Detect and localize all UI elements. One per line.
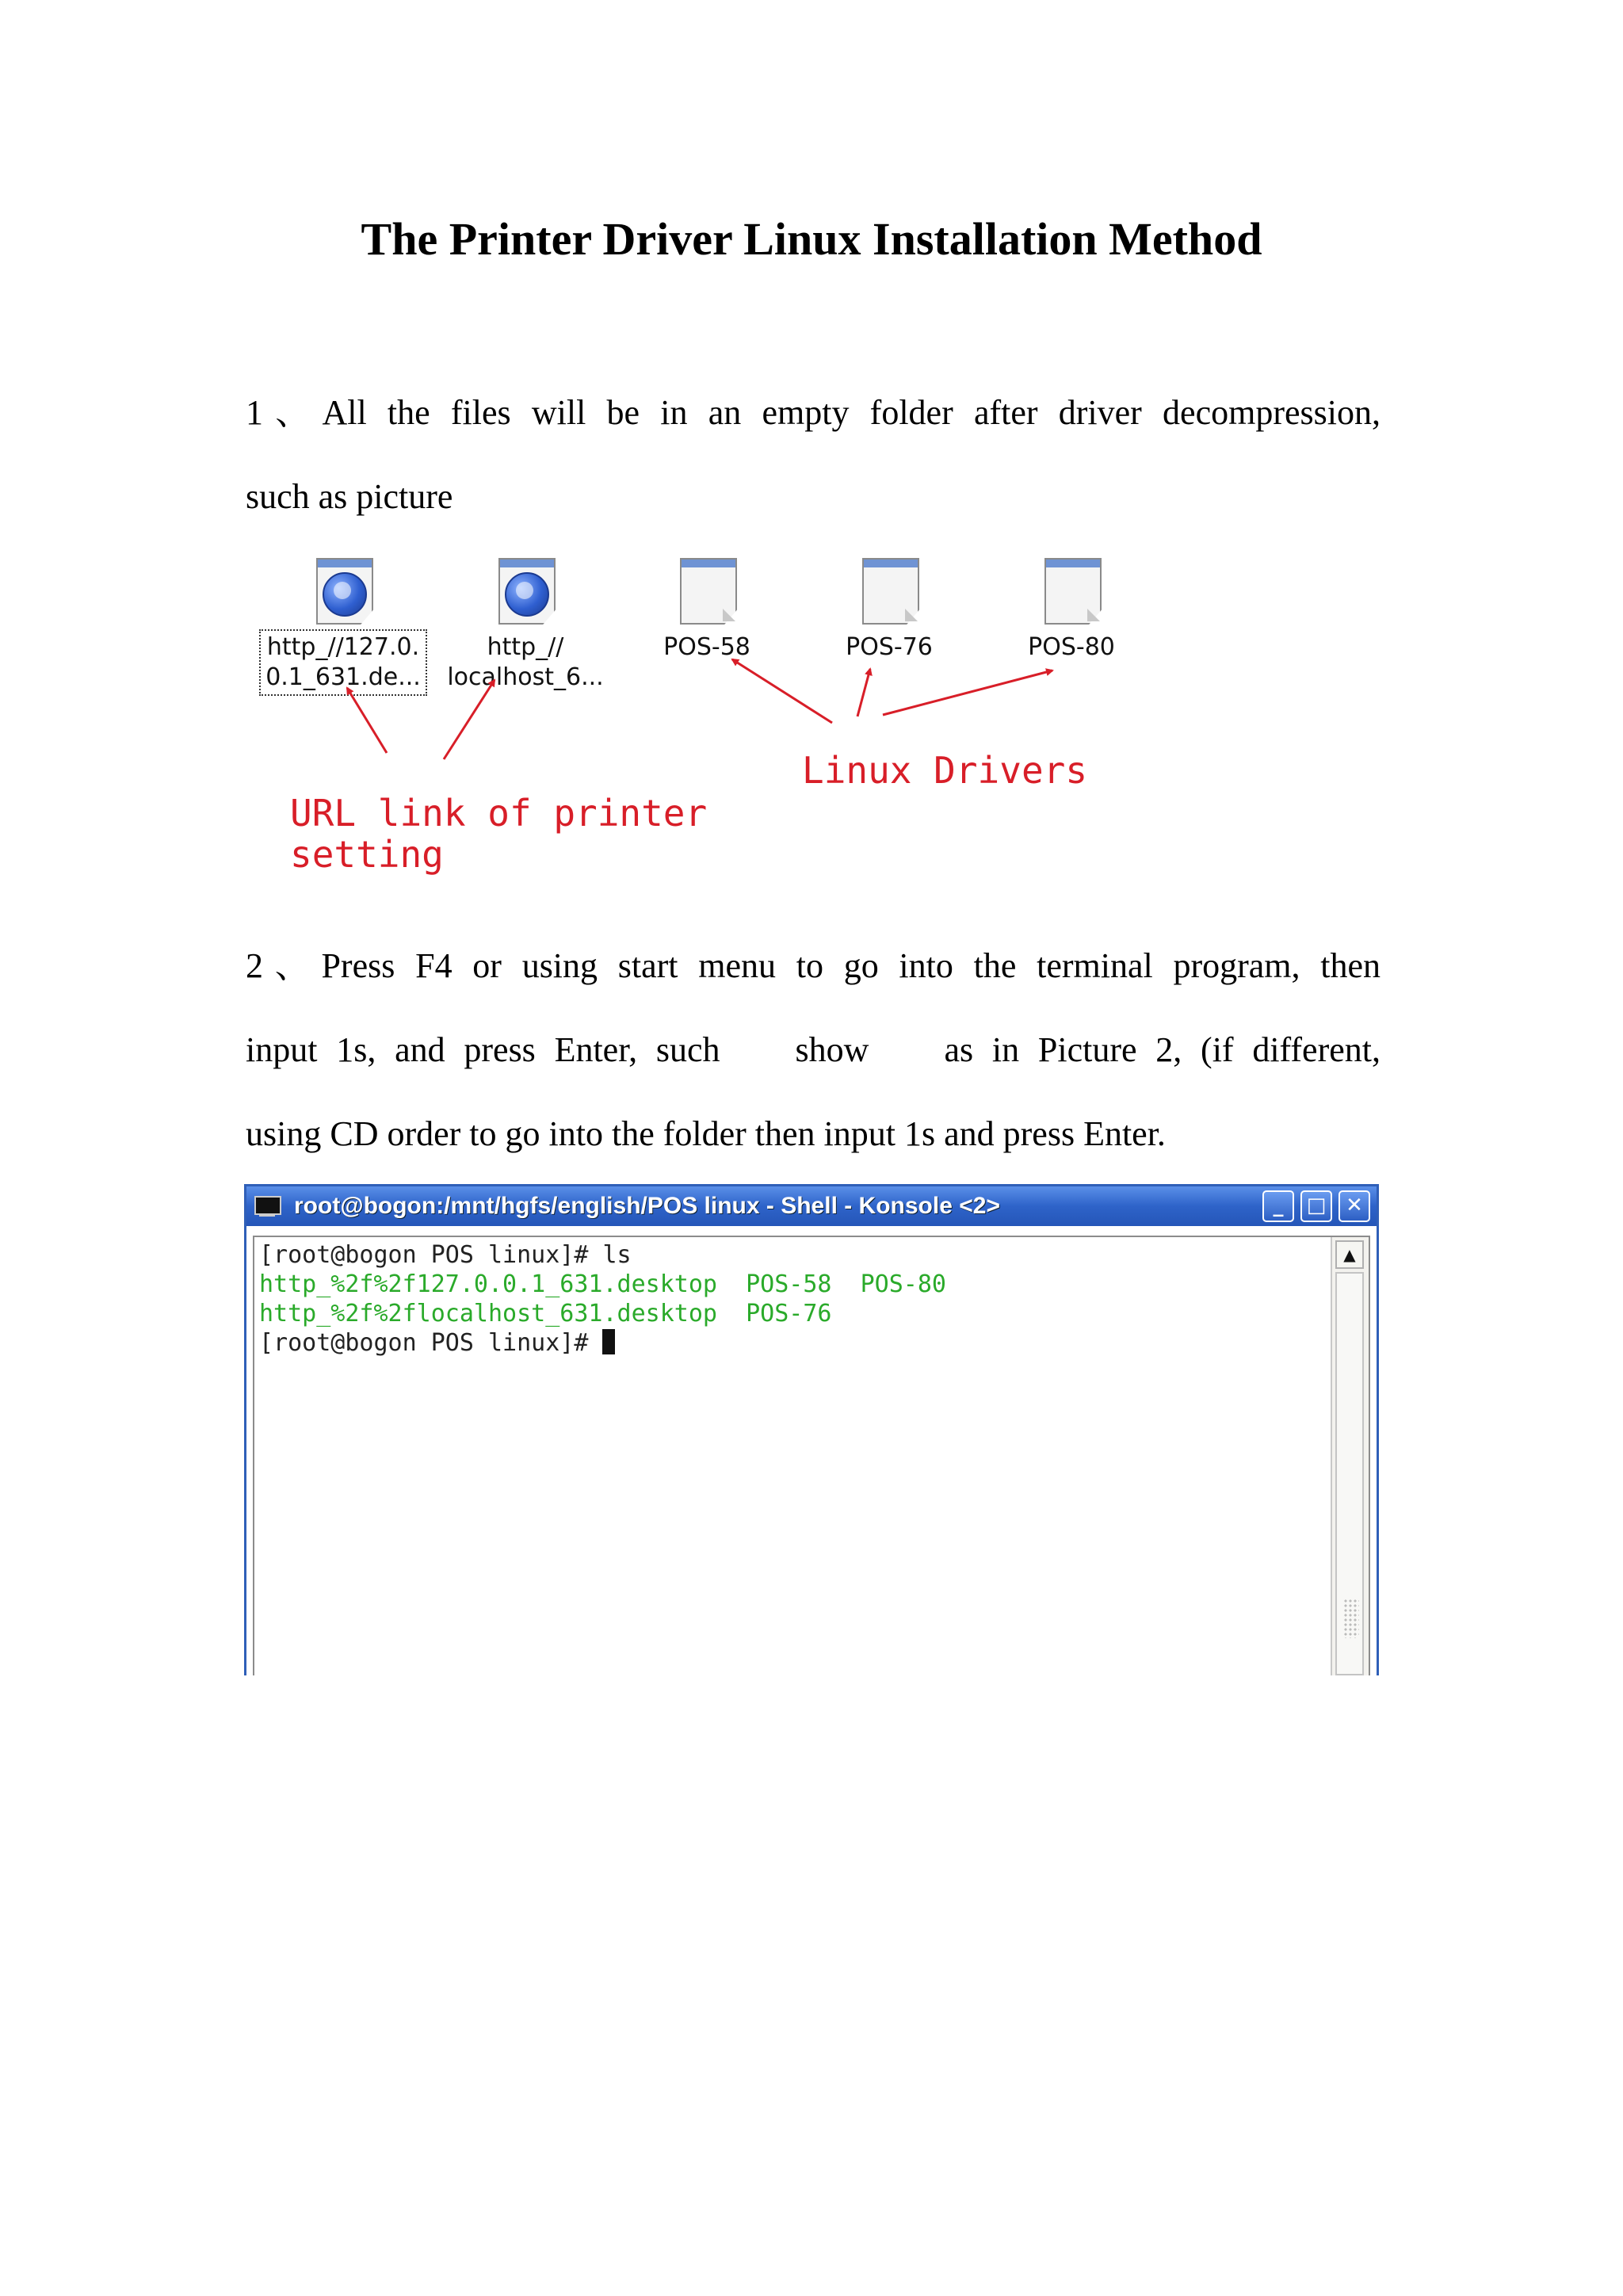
listing-line: http_%2f%2flocalhost_631.desktop POS-76 — [259, 1300, 832, 1328]
step-1-paragraph — [246, 371, 1381, 539]
arrow-to-url-localhost — [444, 680, 495, 759]
step-2-line-1: 2、Press F4 or using start menu to go into the terminal program, then — [246, 946, 1381, 985]
url-link-annotation: URL link of printer setting — [290, 792, 708, 876]
step-1-line-2: such as picture — [246, 477, 453, 516]
file-name: http_// localhost_6... — [447, 633, 604, 691]
terminal-area[interactable] — [253, 1236, 1370, 1675]
arrow-to-url-127 — [347, 688, 387, 753]
konsole-title: root@bogon:/mnt/hgfs/english/POS linux - Shell - Konsole <2> — [294, 1193, 1000, 1219]
listing-line: http_%2f%2f127.0.0.1_631.desktop POS-58 POS-80 — [259, 1270, 946, 1298]
scroll-up-arrow-icon[interactable]: ▲ — [1335, 1240, 1364, 1269]
grip-icon — [1343, 1599, 1359, 1638]
arrow-to-pos-80 — [883, 670, 1052, 715]
prompt: [root@bogon POS linux]# — [259, 1329, 603, 1357]
scrollbar-thumb[interactable] — [1335, 1272, 1364, 1675]
step-2-paragraph — [246, 924, 1381, 1176]
text-cursor — [602, 1329, 615, 1354]
file-name: POS-76 — [846, 633, 933, 661]
file-name: POS-58 — [663, 633, 750, 661]
maximize-button[interactable]: □ — [1300, 1190, 1332, 1222]
terminal-output — [259, 1240, 1327, 1358]
step-2-line-3: using CD order to go into the folder then input 1s and press Enter. — [246, 1114, 1166, 1153]
file-name: http_//127.0. 0.1_631.de... — [262, 632, 424, 693]
step-1-line-1: 1、All the files will be in an empty folder after driver decompression, — [246, 393, 1381, 432]
arrow-to-pos-58 — [732, 659, 832, 723]
step-2-line-2: input 1s, and press Enter, such show as in Picture 2, (if different, — [246, 1030, 1381, 1069]
file-name: POS-80 — [1028, 633, 1115, 661]
linux-drivers-annotation: Linux Drivers — [802, 749, 1088, 792]
command: ls — [602, 1241, 632, 1269]
prompt: [root@bogon POS linux]# — [259, 1241, 603, 1269]
arrow-to-pos-76 — [857, 669, 870, 716]
page-title: The Printer Driver Linux Installation Method — [361, 213, 1262, 265]
vertical-scrollbar[interactable] — [1331, 1237, 1369, 1675]
close-button[interactable]: ✕ — [1338, 1190, 1370, 1222]
terminal-icon — [253, 1194, 281, 1218]
minimize-button[interactable]: _ — [1262, 1190, 1294, 1222]
konsole-titlebar[interactable] — [246, 1186, 1377, 1226]
konsole-window — [244, 1184, 1379, 1675]
folder-screenshot — [246, 539, 1244, 888]
